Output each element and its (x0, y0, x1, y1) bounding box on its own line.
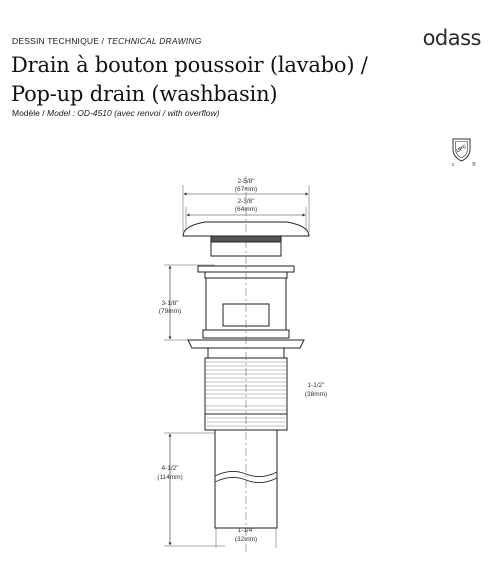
cap-outer-metric: (67mm) (234, 186, 258, 193)
cap-outer-imperial: 2-5/8" (237, 178, 255, 185)
upc-certification-icon (448, 137, 482, 167)
upc-mark-text: UPC (455, 143, 468, 155)
tail-diameter-metric: (32mm) (234, 536, 258, 543)
model-separator: / (39, 108, 47, 118)
header-kicker (12, 36, 202, 46)
tail-diameter-imperial: 1-1/4" (237, 527, 255, 534)
page-title (11, 51, 368, 109)
model-line (12, 108, 219, 118)
cap-inner-imperial: 2-3/8" (237, 198, 255, 205)
cap-inner-metric: (64mm) (234, 206, 258, 213)
brand-logo: odass (422, 26, 481, 50)
model-label-french: Modèle (12, 108, 40, 118)
cert-corner-left: c (452, 162, 455, 167)
kicker-separator: / (99, 36, 107, 46)
lower-height-metric: (114mm) (157, 474, 183, 481)
technical-drawing (0, 170, 499, 566)
title-line-french: Drain à bouton poussoir (lavabo) / (11, 53, 368, 77)
thread-diameter-imperial: 1-1/2" (307, 382, 325, 389)
cert-corner-right: ® (472, 162, 476, 167)
kicker-english: TECHNICAL DRAWING (106, 36, 202, 46)
title-line-english: Pop-up drain (washbasin) (11, 82, 278, 106)
upper-height-imperial: 3-1/8" (161, 300, 179, 307)
upper-height-metric: (79mm) (158, 308, 182, 315)
thread-diameter-metric: (38mm) (304, 391, 328, 398)
kicker-french: DESSIN TECHNIQUE (12, 36, 100, 46)
lower-height-imperial: 4-1/2" (161, 465, 179, 472)
model-label-english: Model : OD-4510 (avec renvoi / with overflow) (46, 108, 220, 118)
